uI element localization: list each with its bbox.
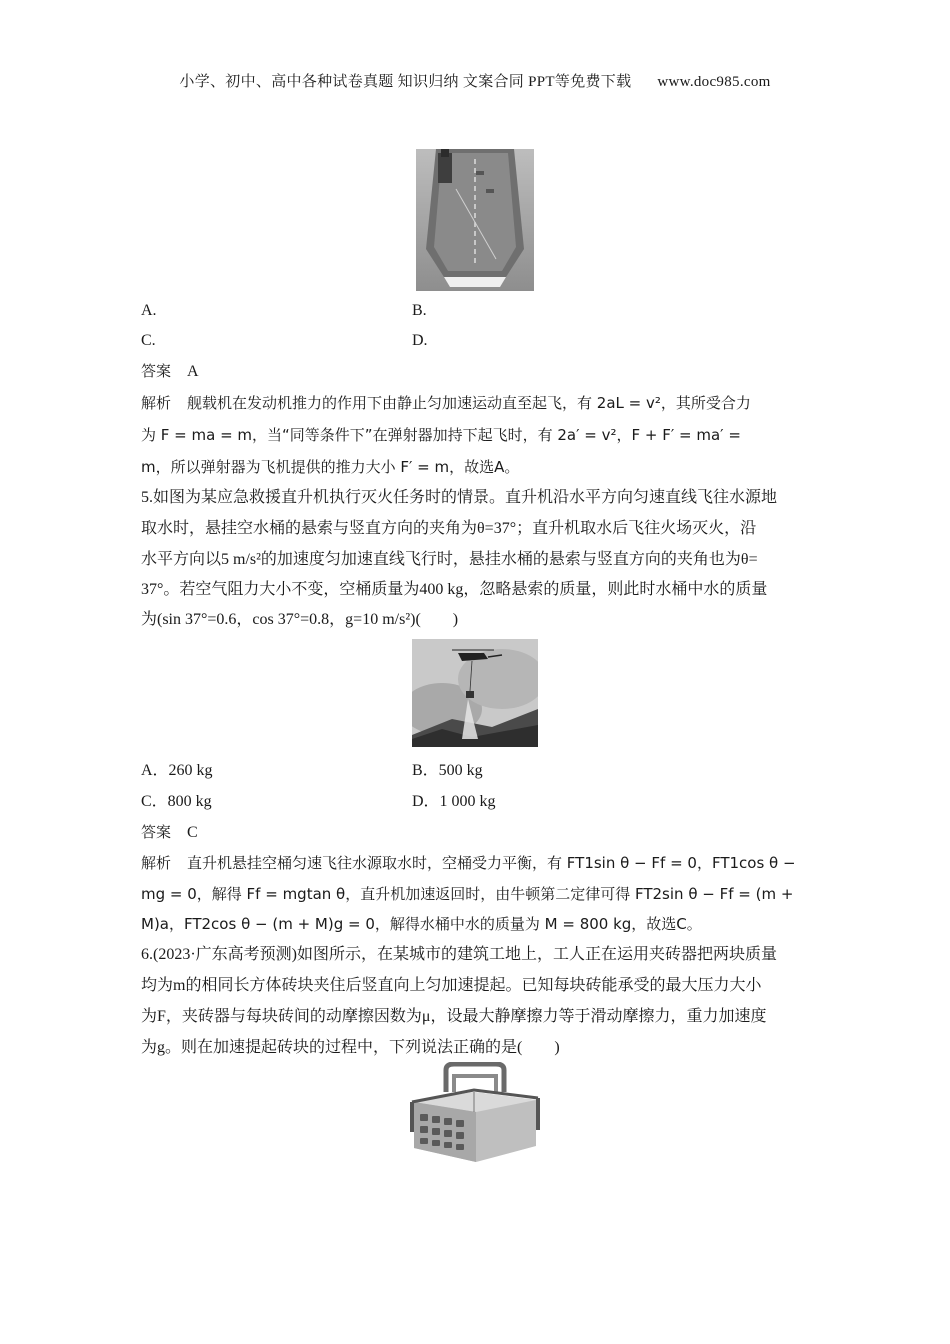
q5-stem-line: 取水时，悬挂空水桶的悬索与竖直方向的夹角为θ=37°；直升机取水后飞往火场灭火，沿 <box>141 520 757 537</box>
q5-stem-line: 5.如图为某应急救援直升机执行灭火任务时的情景。直升机沿水平方向匀速直线飞往水源地 <box>141 489 778 506</box>
q4-option-c[interactable]: C. <box>141 332 156 349</box>
q4-option-b[interactable]: B. <box>412 302 427 319</box>
q5-option-c[interactable]: C．800 kg <box>141 793 212 810</box>
answer-label: 答案 <box>141 362 172 380</box>
q6-stem-line: 为F，夹砖器与每块砖间的动摩擦因数为μ，设最大静摩擦力等于滑动摩擦力，重力加速度 <box>141 1008 767 1025</box>
q6-stem-line: 均为m的相同长方体砖块夹住后竖直向上匀加速提起。已知每块砖能承受的最大压力大小 <box>141 977 762 994</box>
answer-value: C <box>187 824 198 841</box>
q5-stem-line: 为(sin 37°=0.6，cos 37°=0.8，g=10 m/s²)( ) <box>141 611 459 628</box>
q5-option-a[interactable]: A．260 kg <box>141 762 213 779</box>
header-text: 小学、初中、高中各种试卷真题 知识归纳 文案合同 PPT等免费下载 <box>179 74 632 90</box>
q5-option-d[interactable]: D．1 000 kg <box>412 793 496 810</box>
header-url[interactable]: www.doc985.com <box>657 74 771 90</box>
analysis-label: 解析 <box>141 394 172 412</box>
q5-analysis-line: 解析 直升机悬挂空桶匀速飞往水源取水时，空桶受力平衡，有 FT1sin θ − Ff = 0，FT1cos θ − <box>141 854 796 872</box>
q4-option-a[interactable]: A. <box>141 302 157 319</box>
q5-stem-line: 37°。若空气阻力大小不变，空桶质量为400 kg，忽略悬索的质量，则此时水桶中水的质量 <box>141 581 768 598</box>
q4-option-d[interactable]: D. <box>412 332 428 349</box>
q5-stem-line: 水平方向以5 m/s²的加速度匀加速直线飞行时，悬挂水桶的悬索与竖直方向的夹角也为θ= <box>141 551 758 568</box>
answer-value: A <box>187 363 199 380</box>
aircraft-carrier-photo <box>416 149 534 291</box>
q4-analysis-line: m，所以弹射器为飞机提供的推力大小 F′ = m，故选A。 <box>141 458 520 476</box>
q4-analysis-line: 解析 舰载机在发动机推力的作用下由静止匀加速运动直至起飞，有 2aL = v²，其所受合力 <box>141 394 751 412</box>
firefighting-helicopter-photo <box>412 639 538 747</box>
q6-stem-line: 为g。则在加速提起砖块的过程中，下列说法正确的是( ) <box>141 1039 560 1056</box>
q6-stem-line: 6.(2023·广东高考预测)如图所示，在某城市的建筑工地上，工人正在运用夹砖器把两块质量 <box>141 946 777 963</box>
q4-answer <box>141 361 811 382</box>
answer-label: 答案 <box>141 823 172 841</box>
q5-analysis-line: mg = 0，解得 Ff = mgtan θ，直升机加速返回时，由牛顿第二定律可得 FT2sin θ − Ff = (m + <box>141 885 794 903</box>
q5-answer <box>141 822 811 843</box>
brick-clamp-photo <box>408 1062 542 1168</box>
q5-analysis-line: M)a，FT2cos θ − (m + M)g = 0，解得水桶中水的质量为 M = 800 kg，故选C。 <box>141 915 702 933</box>
q4-analysis-line: 为 F = ma = m，当“同等条件下”在弹射器加持下起飞时，有 2a′ = v²，F + F′ = ma′ = <box>141 426 741 444</box>
q5-option-b[interactable]: B．500 kg <box>412 762 483 779</box>
page-header <box>0 70 950 91</box>
analysis-label: 解析 <box>141 854 172 872</box>
